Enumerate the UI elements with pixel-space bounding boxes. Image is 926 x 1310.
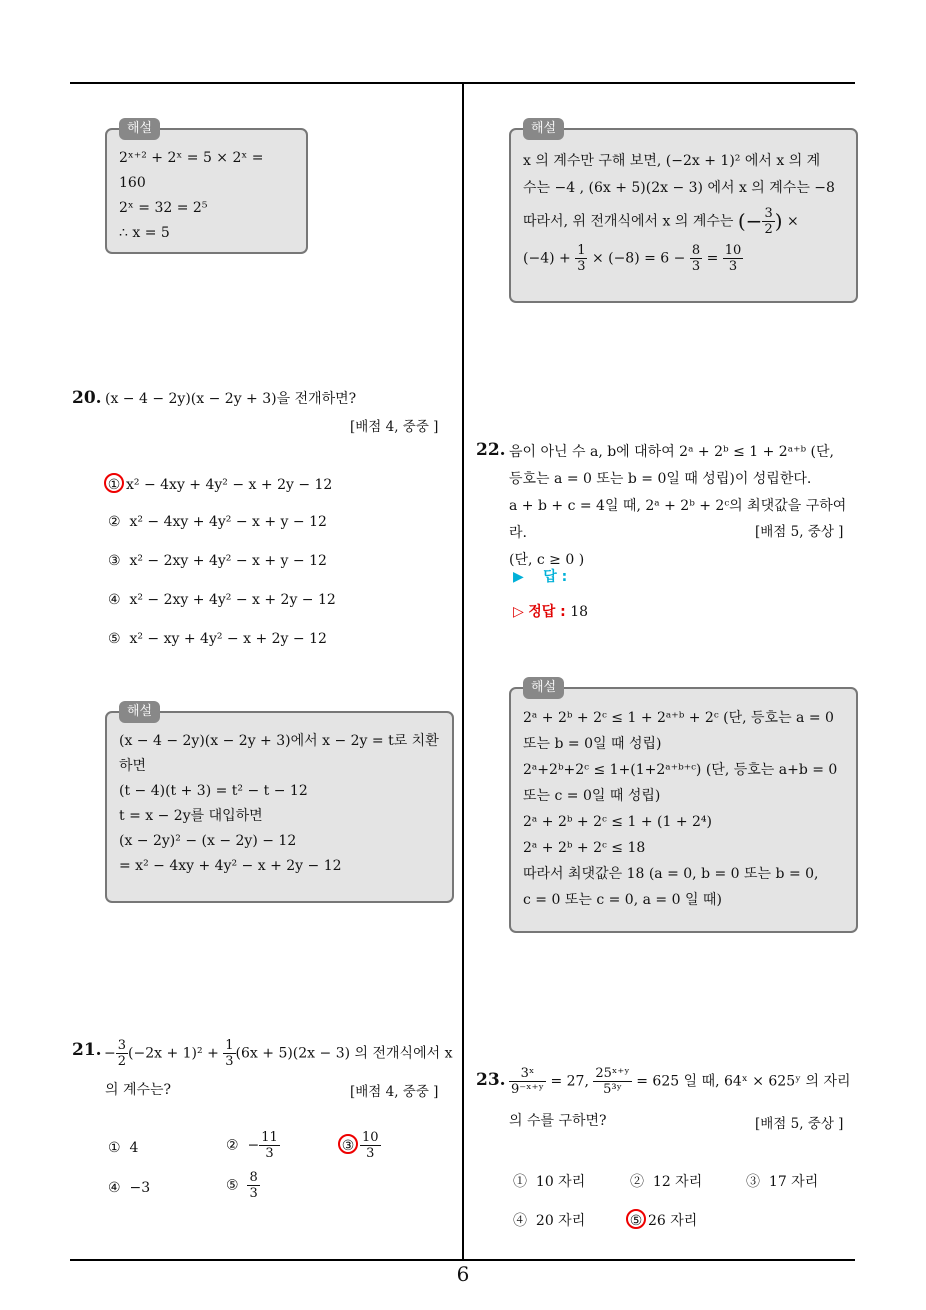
explanation-tag: 해설 bbox=[523, 677, 564, 699]
explanation-line: 2ᵃ + 2ᵇ + 2ᶜ ≤ 18 bbox=[523, 840, 646, 856]
question-text: 의 수를 구하면? bbox=[509, 1113, 607, 1129]
explanation-tag: 해설 bbox=[523, 118, 564, 140]
option-5[interactable]: ⑤ 26 자리 bbox=[629, 1210, 697, 1230]
explanation-line: ∴ x = 5 bbox=[119, 225, 170, 241]
column-divider bbox=[462, 83, 464, 1261]
option-3[interactable]: ③ $\frac{10}{3}$ bbox=[341, 1130, 381, 1161]
explanation-line: 또는 b = 0일 때 성립) bbox=[523, 736, 662, 752]
explanation-line: 수는 −4 , (6x + 5)(2x − 3) 에서 x 의 계수는 −8 bbox=[523, 180, 835, 196]
explanation-line: c = 0 또는 c = 0, a = 0 일 때) bbox=[523, 892, 722, 908]
option-5[interactable]: ⑤ $\frac{8}{3}$ bbox=[226, 1170, 258, 1201]
page-number: 6 bbox=[456, 1262, 470, 1286]
correct-answer: ▷ 정답 : 18 bbox=[513, 604, 589, 620]
explanation-box-q22 bbox=[509, 680, 858, 933]
option-1[interactable]: ① x² − 4xy + 4y² − x + 2y − 12 bbox=[107, 475, 332, 493]
bottom-rule bbox=[70, 1259, 855, 1261]
question-points: [배점 5, 중상 ] bbox=[755, 524, 844, 540]
explanation-line: 따라서, 위 전개식에서 x 의 계수는 (− $\frac{3}{2}$ ) × bbox=[523, 206, 799, 237]
explanation-line: = x² − 4xy + 4y² − x + 2y − 12 bbox=[119, 858, 342, 874]
explanation-box-q22-prev bbox=[509, 121, 858, 303]
option-4[interactable]: ④ x² − 2xy + 4y² − x + 2y − 12 bbox=[108, 592, 336, 608]
option-5[interactable]: ⑤ x² − xy + 4y² − x + 2y − 12 bbox=[108, 631, 327, 647]
explanation-line: (−4) + $\frac{1}{3}$ × (−8) = 6 − $\frac{8}{3}$ = $\frac{10}{3}$ bbox=[523, 243, 742, 274]
explanation-tag: 해설 bbox=[119, 701, 160, 723]
explanation-tag: 해설 bbox=[119, 118, 160, 140]
fraction: $\frac{1}{3}$ bbox=[577, 243, 586, 274]
question-text: 음이 아닌 수 a, b에 대하여 2ᵃ + 2ᵇ ≤ 1 + 2ᵃ⁺ᵇ (단, 등호는 a = 0 또는 b = 0일 때 성립)이 성립한다. a + b + c = 4일 때, 2ᵃ + 2ᵇ + 2ᶜ의 최댓값을 구하여라. (단, c ≥ 0 ) bbox=[509, 444, 847, 568]
question-number: 20. bbox=[72, 388, 102, 408]
question-points: [배점 4, 중중 ] bbox=[350, 1084, 439, 1100]
explanation-box-q20 bbox=[105, 704, 454, 903]
explanation-line: 2ᵃ+2ᵇ+2ᶜ ≤ 1+(1+2ᵃ⁺ᵇ⁺ᶜ) (단, 등호는 a+b = 0 bbox=[523, 762, 838, 778]
question-number: 21. bbox=[72, 1040, 102, 1060]
answer-field[interactable]: ▶ 답 : bbox=[513, 569, 568, 585]
explanation-line: (x − 2y)² − (x − 2y) − 12 bbox=[119, 833, 297, 849]
option-4[interactable]: ④ 20 자리 bbox=[513, 1213, 586, 1229]
option-3[interactable]: ③ x² − 2xy + 4y² − x + y − 12 bbox=[108, 553, 327, 569]
explanation-line: 또는 c = 0일 때 성립) bbox=[523, 788, 661, 804]
fraction: $\frac{8}{3}$ bbox=[691, 243, 701, 274]
explanation-line: 따라서 최댓값은 18 (a = 0, b = 0 또는 b = 0, bbox=[523, 866, 819, 882]
question-text: 의 계수는? bbox=[105, 1082, 172, 1098]
question-points: [배점 5, 중상 ] bbox=[755, 1116, 844, 1132]
option-2[interactable]: ② x² − 4xy + 4y² − x + y − 12 bbox=[108, 514, 327, 530]
explanation-line: (x − 4 − 2y)(x − 2y + 3)에서 x − 2y = t로 치환 bbox=[119, 733, 439, 749]
fraction: $\frac{3}{2}$ bbox=[764, 206, 773, 237]
explanation-box-q19 bbox=[105, 121, 308, 254]
option-3[interactable]: ③ 17 자리 bbox=[746, 1174, 819, 1190]
explanation-line: x 의 계수만 구해 보면, (−2x + 1)² 에서 x 의 계 bbox=[523, 153, 821, 169]
fraction: $\frac{10}{3}$ bbox=[724, 243, 742, 274]
question-points: [배점 4, 중중 ] bbox=[350, 419, 439, 435]
question-number: 23. bbox=[476, 1070, 506, 1090]
option-2[interactable]: ② 12 자리 bbox=[630, 1174, 703, 1190]
explanation-line: 하면 bbox=[119, 758, 147, 774]
question-text: $\frac{\text{3ˣ}}{\text{9⁻ˣ⁺ʸ}}$ = 27, $\frac{\text{25ˣ⁺ʸ}}{\text{5³ʸ}}$ = 625 일 때, 64ˣ × 625ʸ 의 자리 bbox=[511, 1066, 851, 1097]
explanation-line: t = x − 2y를 대입하면 bbox=[119, 808, 263, 824]
explanation-line: 2ˣ = 32 = 2⁵ bbox=[119, 200, 208, 216]
question-number: 22. bbox=[476, 440, 506, 460]
option-2[interactable]: ② − $\frac{11}{3}$ bbox=[226, 1130, 278, 1161]
question-text: (x − 4 − 2y)(x − 2y + 3)을 전개하면? bbox=[105, 391, 357, 407]
option-4[interactable]: ④ −3 bbox=[108, 1180, 151, 1196]
explanation-line: 2ᵃ + 2ᵇ + 2ᶜ ≤ 1 + (1 + 2⁴) bbox=[523, 814, 712, 830]
question-text: − $\frac{3}{2}$ (−2x + 1)² + $\frac{1}{3}$ (6x + 5)(2x − 3) 의 전개식에서 x bbox=[104, 1038, 453, 1069]
explanation-line: 2ᵃ + 2ᵇ + 2ᶜ ≤ 1 + 2ᵃ⁺ᵇ + 2ᶜ (단, 등호는 a = 0 bbox=[523, 710, 834, 726]
option-1[interactable]: ① 4 bbox=[108, 1140, 139, 1156]
explanation-text: 따라서, 위 전개식에서 x 의 계수는 bbox=[523, 213, 734, 230]
explanation-line: 2ˣ⁺² + 2ˣ = 5 × 2ˣ = 160 bbox=[119, 150, 264, 191]
option-1[interactable]: ① 10 자리 bbox=[513, 1174, 586, 1190]
explanation-line: (t − 4)(t + 3) = t² − t − 12 bbox=[119, 783, 308, 799]
